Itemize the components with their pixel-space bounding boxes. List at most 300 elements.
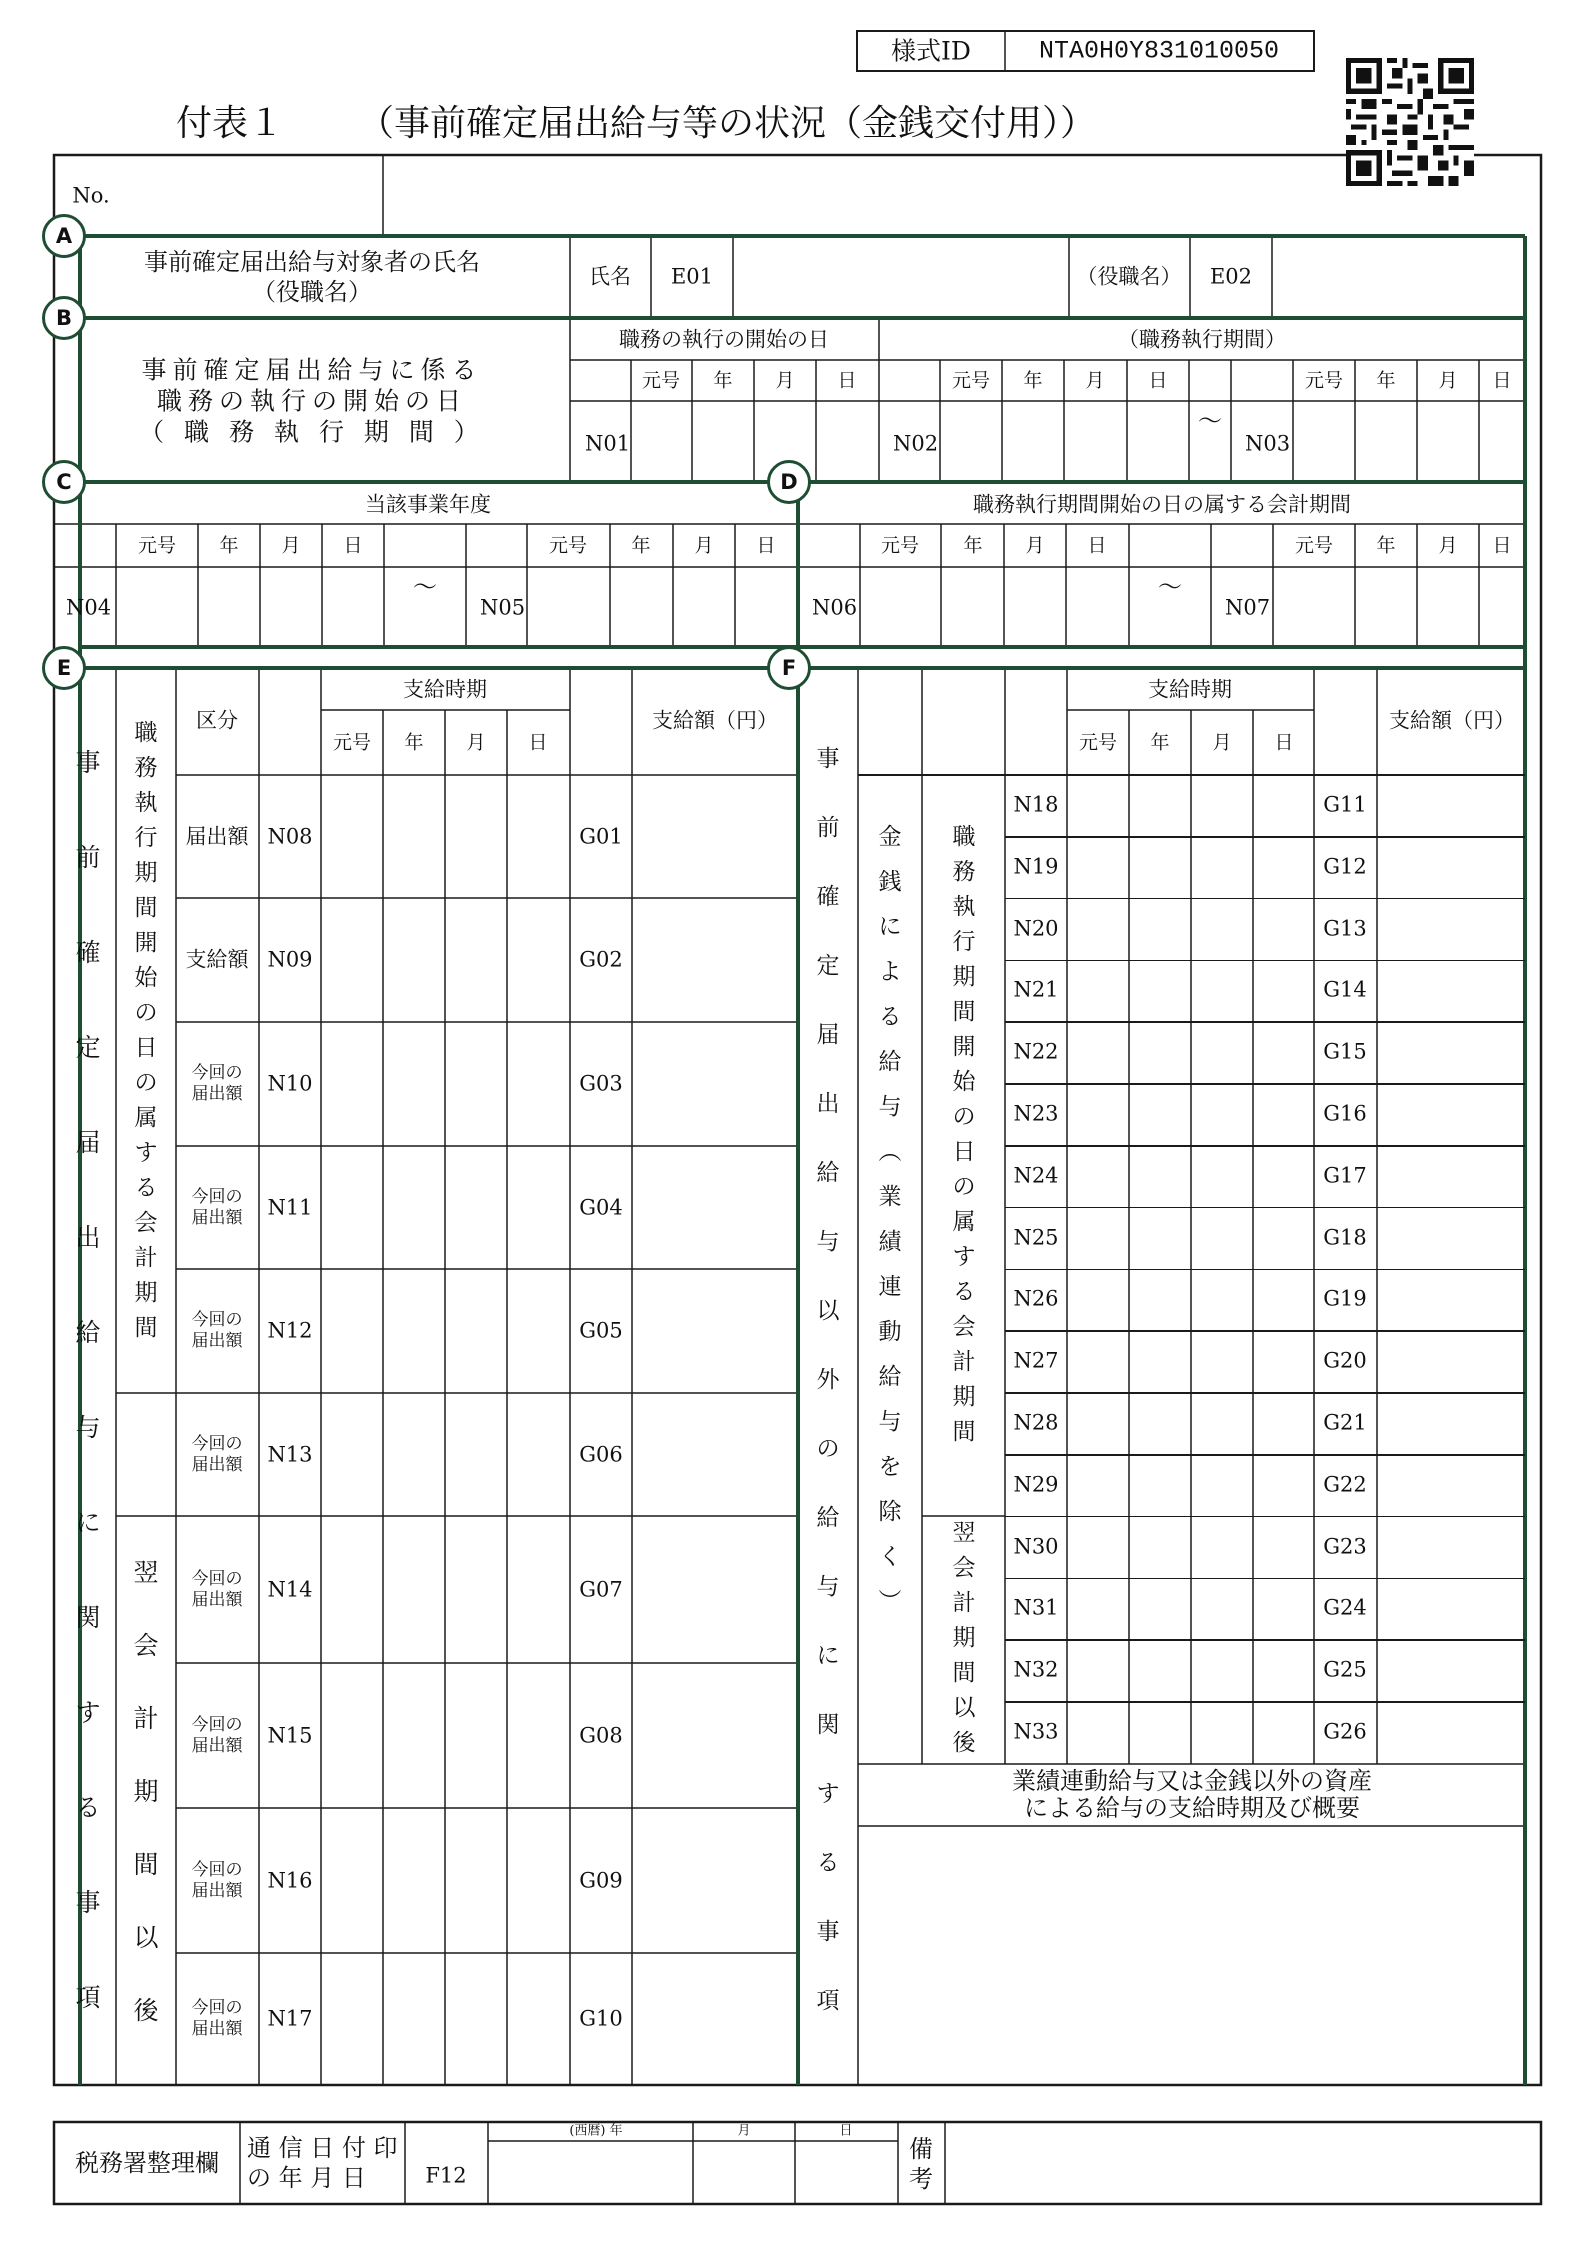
- d-era-1: 元号: [880, 534, 920, 557]
- c-tilde: ～: [413, 573, 437, 601]
- f-row-date-field[interactable]: [1069, 962, 1312, 1020]
- e-row-label-part: 今回の: [191, 1186, 243, 1207]
- e-kubun: 区分: [196, 708, 238, 733]
- e-row-label-part: 今回の: [191, 1063, 243, 1083]
- e-row-label-part: 届出額: [191, 1454, 243, 1475]
- code-f12: F12: [425, 2163, 467, 2188]
- e-row-n-code: N14: [267, 1577, 313, 1601]
- vertical-char: 会: [952, 1555, 976, 1581]
- vertical-char: 職: [134, 720, 158, 746]
- e-row-label-part: 今回の: [191, 1568, 243, 1589]
- vertical-char: 務: [134, 755, 158, 781]
- f-row-date-field[interactable]: [1069, 1395, 1312, 1453]
- e-row-g-code: G10: [579, 2006, 623, 2031]
- vertical-char: る: [75, 1793, 101, 1822]
- duty-period-end-field[interactable]: [1295, 403, 1523, 480]
- section-e-next-period-label: [133, 1560, 158, 2071]
- comm-date-line1: 通 信 日 付 印: [247, 2134, 398, 2162]
- f-row-date-field[interactable]: [1069, 1271, 1312, 1329]
- f-row-amount-field[interactable]: [1379, 1457, 1523, 1515]
- f-row-amount-field[interactable]: [1379, 1704, 1523, 1762]
- section-e-title: [75, 750, 100, 2080]
- d-era-2: 元号: [1294, 534, 1334, 557]
- f-row-g-code: G17: [1323, 1163, 1367, 1188]
- e-row-amount-field[interactable]: [634, 1024, 796, 1144]
- e-month: 月: [466, 731, 486, 754]
- b-era-3: 元号: [1304, 369, 1344, 392]
- c-era-1: 元号: [137, 534, 177, 557]
- f-row-divider: [1005, 1578, 1525, 1580]
- f-row-amount-field[interactable]: [1379, 839, 1523, 897]
- vertical-char: 行: [134, 825, 158, 851]
- duty-start-label-1: 事前確定届出給与に係る: [141, 355, 483, 385]
- e-row-n-code: N12: [267, 1318, 313, 1343]
- e-row-g-code: G07: [579, 1577, 623, 1601]
- f-row-amount-field[interactable]: [1379, 962, 1523, 1020]
- f-row-date-field[interactable]: [1069, 1519, 1312, 1577]
- qr-code-icon: [1346, 58, 1474, 186]
- f-row-amount-field[interactable]: [1379, 901, 1523, 959]
- code-n07: N07: [1225, 595, 1271, 620]
- vertical-char: ︵: [878, 1139, 902, 1165]
- vertical-char: す: [134, 1140, 158, 1166]
- e-row-n-code: N13: [267, 1442, 313, 1466]
- code-n06: N06: [812, 595, 858, 620]
- fiscal-year-start-field[interactable]: [118, 569, 382, 645]
- f-row-n-code: N20: [1013, 916, 1059, 941]
- f-row-date-field[interactable]: [1069, 1086, 1312, 1144]
- vertical-char: に: [75, 1508, 101, 1537]
- vertical-char: 期: [134, 860, 158, 886]
- e-row-label: [192, 1715, 243, 1757]
- vertical-char: 間: [952, 1419, 976, 1445]
- seireki-year-label: (西暦) 年: [569, 2123, 623, 2139]
- e-row-label-part: 届出額: [191, 1084, 243, 1104]
- section-e-current-period-label: [135, 722, 158, 1352]
- vertical-char: 事: [75, 748, 101, 777]
- vertical-char: 職: [952, 824, 976, 850]
- footer-month-label: 月: [737, 2123, 751, 2139]
- vertical-char: 除: [878, 1499, 902, 1525]
- vertical-char: 間: [952, 1660, 976, 1686]
- b-day-1: 日: [837, 369, 857, 392]
- f-row-date-field[interactable]: [1069, 901, 1312, 959]
- f-row-g-code: G18: [1323, 1225, 1367, 1250]
- b-era-1: 元号: [641, 369, 681, 392]
- vertical-char: 業: [878, 1184, 902, 1210]
- b-year-3: 年: [1376, 369, 1396, 392]
- section-marker-e: E: [42, 646, 86, 690]
- e-row-label-part: 届出額: [191, 1331, 243, 1351]
- post-field[interactable]: [1274, 238, 1523, 316]
- f-row-g-code: G24: [1323, 1595, 1367, 1620]
- f-row-date-field[interactable]: [1069, 777, 1312, 835]
- f-row-amount-field[interactable]: [1379, 1333, 1523, 1391]
- e-row-amount-field[interactable]: [634, 1148, 796, 1267]
- vertical-char: 項: [816, 1988, 840, 2014]
- f-row-amount-field[interactable]: [1379, 1210, 1523, 1268]
- f-row-n-code: N25: [1013, 1225, 1059, 1250]
- f-row-n-code: N24: [1013, 1163, 1059, 1188]
- remarks-label-1: 備: [909, 2135, 933, 2163]
- f-row-divider: [1005, 1269, 1525, 1271]
- f-note-line2: による給与の支給時期及び概要: [1024, 1794, 1360, 1822]
- f-era: 元号: [1078, 731, 1118, 754]
- code-n02: N02: [893, 431, 939, 456]
- e-row-amount-field[interactable]: [634, 1395, 796, 1514]
- f-row-divider: [1005, 1330, 1525, 1332]
- f-row-divider: [1005, 960, 1525, 962]
- duty-period-start-field[interactable]: [942, 403, 1187, 480]
- f-row-g-code: G16: [1323, 1101, 1367, 1126]
- e-row-g-code: G04: [579, 1195, 623, 1219]
- b-day-2: 日: [1148, 369, 1168, 392]
- vertical-char: 会: [952, 1314, 976, 1340]
- f-row-divider: [1005, 836, 1525, 838]
- vertical-char: 計: [952, 1590, 976, 1616]
- form-id-label: 様式ID: [891, 36, 971, 66]
- f-row-n-code: N22: [1013, 1039, 1059, 1064]
- f-row-divider: [1005, 1145, 1525, 1147]
- vertical-char: 翌: [133, 1558, 159, 1587]
- vertical-char: よ: [878, 959, 902, 985]
- vertical-char: 後: [952, 1730, 976, 1756]
- e-row-label: [192, 1187, 243, 1229]
- vertical-char: 翌: [952, 1520, 976, 1546]
- e-row-date-field[interactable]: [323, 1271, 568, 1391]
- vertical-char: ︶: [878, 1589, 902, 1615]
- f-row-g-code: G11: [1323, 792, 1367, 817]
- e-row-g-code: G09: [579, 1868, 623, 1892]
- e-row-label-part: 今回の: [191, 1714, 243, 1735]
- comm-day-field[interactable]: [797, 2143, 896, 2202]
- vertical-char: 届: [75, 1128, 101, 1157]
- target-post-label: （役職名）: [252, 278, 372, 306]
- b-era-2: 元号: [951, 369, 991, 392]
- code-n05: N05: [480, 595, 526, 620]
- e-row-amount-field[interactable]: [634, 1665, 796, 1806]
- e-row-amount-field[interactable]: [634, 900, 796, 1020]
- f-row-date-field[interactable]: [1069, 1457, 1312, 1515]
- e-row-label: 届出額: [185, 824, 249, 848]
- f-row-divider: [1005, 1454, 1525, 1456]
- vertical-char: 始: [952, 1069, 976, 1095]
- f-row-g-code: G12: [1323, 854, 1367, 879]
- vertical-char: る: [816, 1850, 840, 1876]
- c-month-1: 月: [281, 534, 301, 557]
- e-row-n-code: N17: [267, 2006, 313, 2031]
- f-row-amount-field[interactable]: [1379, 1148, 1523, 1206]
- f-row-divider: [1005, 1207, 1525, 1209]
- vertical-char: 期: [952, 964, 976, 990]
- e-row-amount-field[interactable]: [634, 1518, 796, 1661]
- e-year: 年: [404, 731, 424, 754]
- target-name-label: 事前確定届出給与対象者の氏名: [144, 248, 480, 276]
- vertical-char: 日: [952, 1139, 976, 1165]
- vertical-char: る: [134, 1175, 158, 1201]
- c-day-2: 日: [756, 534, 776, 557]
- e-row-date-field[interactable]: [323, 1810, 568, 1951]
- f-row-divider: [1005, 1083, 1525, 1085]
- f-row-g-code: G20: [1323, 1348, 1367, 1373]
- form-id-value: NTA0H0Y831010050: [1038, 36, 1280, 66]
- duty-start-label-3: （ 職 務 執 行 期 間 ）: [139, 417, 485, 447]
- remarks-label-2: 考: [909, 2165, 933, 2193]
- vertical-char: 確: [816, 884, 840, 910]
- d-month-2: 月: [1438, 534, 1458, 557]
- f-row-date-field[interactable]: [1069, 1642, 1312, 1700]
- e-row-date-field[interactable]: [323, 1395, 568, 1514]
- accounting-period-start-field[interactable]: [862, 569, 1127, 645]
- e-row-amount-field[interactable]: [634, 1955, 796, 2083]
- vertical-char: 会: [133, 1631, 159, 1660]
- f-row-n-code: N29: [1013, 1472, 1059, 1497]
- e-row-amount-field[interactable]: [634, 1810, 796, 1951]
- vertical-char: 属: [134, 1105, 158, 1131]
- f-row-amount-field[interactable]: [1379, 1395, 1523, 1453]
- f-row-date-field[interactable]: [1069, 839, 1312, 897]
- vertical-char: す: [75, 1698, 101, 1727]
- no-label: No.: [72, 183, 110, 208]
- vertical-char: 前: [75, 843, 101, 872]
- e-row-g-code: G08: [579, 1723, 623, 1747]
- duty-start-label-2: 職務の執行の開始の日: [156, 386, 468, 416]
- f-row-divider: [1005, 1021, 1525, 1023]
- name-code: E01: [670, 264, 714, 289]
- e-row-label: [192, 1860, 243, 1902]
- f-row-amount-field[interactable]: [1379, 1086, 1523, 1144]
- f-amount: 支給額（円）: [1389, 708, 1515, 733]
- f-day: 日: [1274, 731, 1294, 754]
- section-marker-d: D: [767, 460, 811, 504]
- f-row-date-field[interactable]: [1069, 1210, 1312, 1268]
- no-field[interactable]: [137, 157, 381, 234]
- e-row-label-part: 届出額: [191, 2019, 243, 2039]
- c-year-1: 年: [219, 534, 239, 557]
- remarks-field[interactable]: [947, 2124, 1539, 2202]
- vertical-char: 給: [816, 1160, 840, 1186]
- vertical-char: 間: [134, 895, 158, 921]
- e-row-amount-field[interactable]: [634, 777, 796, 896]
- f-row-g-code: G14: [1323, 977, 1367, 1002]
- f-row-amount-field[interactable]: [1379, 1024, 1523, 1082]
- e-row-label: [192, 1434, 243, 1476]
- vertical-char: 定: [816, 953, 840, 979]
- f-row-divider: [1005, 1639, 1525, 1641]
- vertical-char: 以: [952, 1695, 976, 1721]
- e-day: 日: [528, 731, 548, 754]
- b-month-1: 月: [775, 369, 795, 392]
- e-era: 元号: [332, 731, 372, 754]
- post-label: （役職名）: [1076, 264, 1182, 289]
- name-field[interactable]: [735, 238, 1067, 316]
- vertical-char: の: [134, 1000, 158, 1026]
- d-year-1: 年: [963, 534, 983, 557]
- vertical-char: 務: [952, 859, 976, 885]
- f-row-g-code: G26: [1323, 1719, 1367, 1744]
- e-row-label-part: 今回の: [191, 1859, 243, 1880]
- b-day-3: 日: [1492, 369, 1512, 392]
- title-prefix: 付表１: [176, 103, 285, 144]
- vertical-char: の: [952, 1104, 976, 1130]
- vertical-char: 関: [75, 1603, 101, 1632]
- f-row-amount-field[interactable]: [1379, 777, 1523, 835]
- vertical-char: 与: [878, 1094, 902, 1120]
- vertical-char: 間: [952, 999, 976, 1025]
- fiscal-year-end-field[interactable]: [529, 569, 796, 645]
- e-row-n-code: N10: [267, 1071, 313, 1096]
- e-payment-period: 支給時期: [403, 677, 487, 702]
- vertical-char: 事: [816, 1919, 840, 1945]
- vertical-char: 与: [75, 1413, 101, 1442]
- vertical-char: 給: [75, 1318, 101, 1347]
- d-tilde: ～: [1158, 573, 1182, 601]
- vertical-char: る: [878, 1004, 902, 1030]
- f-row-amount-field[interactable]: [1379, 1271, 1523, 1329]
- vertical-char: を: [878, 1454, 902, 1480]
- vertical-char: 関: [816, 1712, 840, 1738]
- comm-month-field[interactable]: [695, 2143, 793, 2202]
- duty-start-header: 職務の執行の開始の日: [619, 327, 829, 352]
- f-row-n-code: N32: [1013, 1657, 1059, 1682]
- d-month-1: 月: [1025, 534, 1045, 557]
- e-row-amount-field[interactable]: [634, 1271, 796, 1391]
- e-row-date-field[interactable]: [323, 1024, 568, 1144]
- vertical-char: 外: [816, 1367, 840, 1393]
- e-row-date-field[interactable]: [323, 1148, 568, 1267]
- b-year-2: 年: [1023, 369, 1043, 392]
- f-row-divider: [858, 774, 1525, 776]
- e-row-n-code: N08: [267, 824, 313, 848]
- e-row-label-part: 届出額: [191, 1207, 243, 1228]
- e-row-date-field[interactable]: [323, 1665, 568, 1806]
- vertical-char: 連: [878, 1274, 902, 1300]
- vertical-char: 期: [952, 1625, 976, 1651]
- section-marker-f: F: [767, 646, 811, 690]
- e-row-n-code: N11: [267, 1195, 313, 1219]
- name-label: 氏名: [589, 264, 631, 289]
- section-marker-a: A: [42, 214, 86, 258]
- f-row-date-field[interactable]: [1069, 1333, 1312, 1391]
- b-month-2: 月: [1085, 369, 1105, 392]
- f-row-g-code: G25: [1323, 1657, 1367, 1682]
- c-month-2: 月: [694, 534, 714, 557]
- accounting-period-end-field[interactable]: [1275, 569, 1523, 645]
- c-day-1: 日: [343, 534, 363, 557]
- f-row-date-field[interactable]: [1069, 1580, 1312, 1638]
- vertical-char: 会: [134, 1210, 158, 1236]
- c-era-2: 元号: [548, 534, 588, 557]
- d-day-2: 日: [1492, 534, 1512, 557]
- vertical-char: 届: [816, 1022, 840, 1048]
- e-row-label-part: 届出額: [191, 1589, 243, 1610]
- vertical-char: 出: [816, 1091, 840, 1117]
- vertical-char: 開: [134, 930, 158, 956]
- f-month: 月: [1212, 731, 1232, 754]
- vertical-char: 定: [75, 1033, 101, 1062]
- e-row-label-part: 今回の: [191, 1310, 243, 1330]
- e-row-label: [192, 1998, 243, 2040]
- f-row-date-field[interactable]: [1069, 1148, 1312, 1206]
- f-row-amount-field[interactable]: [1379, 1519, 1523, 1577]
- vertical-char: 開: [952, 1034, 976, 1060]
- vertical-char: 金: [878, 824, 902, 850]
- f-row-n-code: N31: [1013, 1595, 1059, 1620]
- vertical-char: 与: [878, 1409, 902, 1435]
- vertical-char: 計: [952, 1349, 976, 1375]
- vertical-char: 期: [952, 1384, 976, 1410]
- vertical-char: 始: [134, 965, 158, 991]
- vertical-char: 給: [878, 1049, 902, 1075]
- e-row-g-code: G01: [579, 824, 623, 848]
- e-row-label-part: 今回の: [191, 1998, 243, 2018]
- c-year-2: 年: [631, 534, 651, 557]
- code-n03: N03: [1245, 431, 1291, 456]
- vertical-char: 期: [134, 1280, 158, 1306]
- comm-date-line2: の 年 月 日: [247, 2164, 366, 2192]
- vertical-char: 給: [816, 1505, 840, 1531]
- vertical-char: る: [952, 1279, 976, 1305]
- vertical-char: に: [816, 1643, 840, 1669]
- e-row-date-field[interactable]: [323, 777, 568, 896]
- e-row-date-field[interactable]: [323, 1955, 568, 2083]
- post-code: E02: [1209, 264, 1253, 289]
- vertical-char: の: [952, 1174, 976, 1200]
- section-marker-c: C: [42, 460, 86, 504]
- vertical-char: 与: [816, 1574, 840, 1600]
- e-row-label: [192, 1063, 243, 1105]
- duty-start-date-field[interactable]: [633, 403, 877, 480]
- vertical-char: の: [134, 1070, 158, 1096]
- e-row-date-field[interactable]: [323, 900, 568, 1020]
- vertical-char: 前: [816, 815, 840, 841]
- f-row-g-code: G19: [1323, 1286, 1367, 1311]
- fiscal-year-header: 当該事業年度: [365, 492, 491, 517]
- vertical-char: 以: [133, 1923, 159, 1952]
- vertical-char: 行: [952, 929, 976, 955]
- section-f-next-period-label: [953, 1522, 976, 1767]
- duty-period-header: （職務執行期間）: [1118, 327, 1286, 352]
- e-row-n-code: N16: [267, 1868, 313, 1892]
- vertical-char: 後: [133, 1996, 159, 2025]
- vertical-char: 計: [133, 1704, 159, 1733]
- section-marker-b: B: [42, 296, 86, 340]
- b-tilde: ～: [1198, 407, 1222, 435]
- e-row-n-code: N15: [267, 1723, 313, 1747]
- f-row-date-field[interactable]: [1069, 1704, 1312, 1762]
- e-row-date-field[interactable]: [323, 1518, 568, 1661]
- code-n01: N01: [585, 431, 631, 456]
- vertical-char: 以: [816, 1298, 840, 1324]
- vertical-char: 動: [878, 1319, 902, 1345]
- e-row-label-part: 今回の: [191, 1433, 243, 1454]
- comm-year-field[interactable]: [490, 2143, 691, 2202]
- e-row-g-code: G02: [579, 947, 623, 972]
- f-row-divider: [1005, 1516, 1525, 1518]
- f-note-field[interactable]: [860, 1828, 1523, 2083]
- vertical-char: 銭: [878, 869, 902, 895]
- f-row-n-code: N33: [1013, 1719, 1059, 1744]
- e-row-label-part: 届出額: [191, 1735, 243, 1756]
- f-row-divider: [1005, 1701, 1525, 1703]
- f-row-g-code: G13: [1323, 916, 1367, 941]
- f-row-date-field[interactable]: [1069, 1024, 1312, 1082]
- f-row-amount-field[interactable]: [1379, 1580, 1523, 1638]
- vertical-char: 属: [952, 1209, 976, 1235]
- f-row-divider: [1005, 898, 1525, 900]
- f-row-amount-field[interactable]: [1379, 1642, 1523, 1700]
- code-n04: N04: [66, 595, 112, 620]
